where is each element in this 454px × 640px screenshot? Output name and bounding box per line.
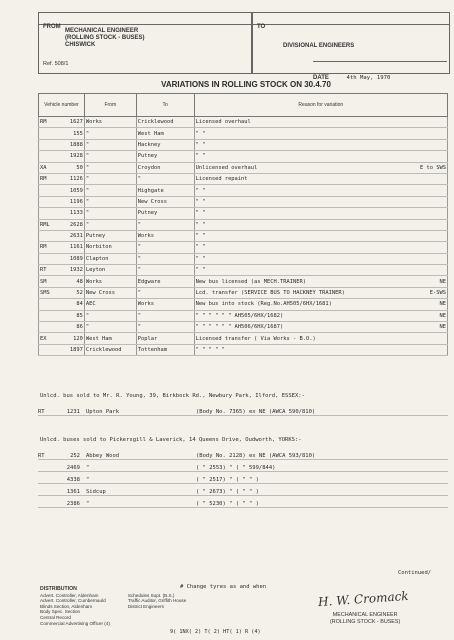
reason-text: " " xyxy=(195,141,206,148)
vehicle-number-cell xyxy=(39,185,85,196)
vehicle-number-cell xyxy=(39,253,85,264)
sale-from: Upton Park xyxy=(86,409,120,415)
vehicle-class: RT xyxy=(40,267,47,274)
vehicle-number: 1888 xyxy=(69,141,83,148)
sale-item xyxy=(38,409,448,416)
table-row xyxy=(39,287,448,298)
ref-number: Ref. 508/1 xyxy=(43,61,69,67)
table-row xyxy=(39,333,448,344)
vehicle-number-cell xyxy=(39,322,85,333)
vehicle-number: 120 xyxy=(73,335,83,342)
to-cell: Highgate xyxy=(136,185,194,196)
reason-cell xyxy=(194,344,447,355)
reason-cell xyxy=(194,117,447,128)
from-cell: AEC xyxy=(84,299,136,310)
reason-extra: NE xyxy=(439,312,446,319)
from-cell: " xyxy=(84,208,136,219)
to-recipient: DIVISIONAL ENGINEERS xyxy=(283,43,355,49)
from-cell: West Ham xyxy=(84,333,136,344)
from-cell: Leyton xyxy=(84,265,136,276)
vehicle-number: 1932 xyxy=(69,267,83,274)
vehicle-number-cell xyxy=(39,299,85,310)
from-cell: New Cross xyxy=(84,287,136,298)
table-row xyxy=(39,344,448,355)
distribution-entry: Body Spec. Section xyxy=(40,609,81,615)
reason-cell xyxy=(194,265,447,276)
column-header-reason: Reason for variation xyxy=(194,94,447,117)
sale-vehicle-number: 1231 xyxy=(66,409,80,415)
reason-text: " " xyxy=(195,244,206,251)
table-row xyxy=(39,128,448,139)
vehicle-number: 1196 xyxy=(69,198,83,205)
vehicle-number-cell xyxy=(39,173,85,184)
sale-detail: (Body No. 7365) ex NE (AWCA 590/810) xyxy=(196,409,316,415)
distribution-entry: Central Record xyxy=(40,614,71,620)
distribution-entry: Advert. Controller, Aldenham xyxy=(40,592,99,598)
vehicle-number-cell xyxy=(39,265,85,276)
date-value: 4th May, 1970 xyxy=(346,75,391,81)
distribution-entry: Blinds Section, Aldenham xyxy=(40,603,93,609)
vehicle-number: 2631 xyxy=(69,233,83,240)
reason-cell xyxy=(194,185,447,196)
vehicle-number: 2628 xyxy=(69,221,83,228)
reason-cell xyxy=(194,151,447,162)
vehicle-number: 84 xyxy=(76,301,83,308)
table-row xyxy=(39,151,448,162)
distribution-heading: DISTRIBUTION xyxy=(40,586,77,592)
vehicle-number: 50 xyxy=(76,164,83,171)
vehicle-number-cell xyxy=(39,333,85,344)
vehicle-number: 48 xyxy=(76,278,83,285)
reason-text: Licensed overhaul xyxy=(195,119,251,126)
signature: H. W. Cromack xyxy=(317,588,410,610)
to-label: TO xyxy=(257,24,266,30)
column-header-from: From xyxy=(84,94,136,117)
reason-cell xyxy=(194,287,447,298)
from-cell: " xyxy=(84,128,136,139)
from-cell: Norbiton xyxy=(84,242,136,253)
reason-text: Licensed repaint xyxy=(195,176,248,183)
reason-cell xyxy=(194,253,447,264)
reason-text: New bus licensed (as MECH.TRAINER) xyxy=(195,278,306,285)
reason-text: " " xyxy=(195,210,206,217)
sale-detail: ( " 5230) " ( " " ) xyxy=(196,501,259,507)
vehicle-number: 86 xyxy=(76,324,83,331)
from-cell: Cricklewood xyxy=(84,344,136,355)
vehicle-number-cell xyxy=(39,151,85,162)
stamp-line-2: (ROLLING STOCK - BUSES) xyxy=(330,619,401,625)
table-row xyxy=(39,219,448,230)
sale-vehicle-number: 2469 xyxy=(66,465,80,471)
from-cell: " xyxy=(84,162,136,173)
table-row xyxy=(39,230,448,241)
reason-text: " " xyxy=(195,198,206,205)
sale-from: Abbey Wood xyxy=(86,453,120,459)
vehicle-class: XA xyxy=(40,164,47,171)
to-cell: West Ham xyxy=(136,128,194,139)
from-cell: " xyxy=(84,196,136,207)
to-cell: Cricklewood xyxy=(136,117,194,128)
from-line-2: (ROLLING STOCK - BUSES) xyxy=(65,35,145,41)
reason-cell xyxy=(194,139,447,150)
reason-text: " " xyxy=(195,130,206,137)
sale-detail: ( " 2517) " ( " " ) xyxy=(196,477,259,483)
vehicle-number-cell xyxy=(39,139,85,150)
table-row xyxy=(39,253,448,264)
sale-detail: (Body No. 2128) ex NE (AWCA 593/810) xyxy=(196,453,316,459)
from-line-3: CHISWICK xyxy=(65,42,96,48)
reason-cell xyxy=(194,219,447,230)
vehicle-class: SMS xyxy=(40,290,50,297)
table-row xyxy=(39,162,448,173)
to-cell: " xyxy=(136,242,194,253)
sale-heading: Unlcd. buses sold to Pickersgill & Laverick, 14 Queens Drive, Oudworth, YORKS:- xyxy=(40,437,302,443)
to-box xyxy=(252,12,450,81)
stamp-line-1: MECHANICAL ENGINEER xyxy=(332,612,398,618)
distribution-entry: Traffic Auditor, Griffith House xyxy=(127,598,187,604)
reason-text: " " xyxy=(195,255,206,262)
vehicle-class: RML xyxy=(40,221,50,228)
table-row xyxy=(39,208,448,219)
reason-cell xyxy=(194,242,447,253)
vehicle-number-cell xyxy=(39,344,85,355)
vehicle-number-cell xyxy=(39,208,85,219)
reason-text: " " xyxy=(195,233,206,240)
vehicle-number: 1126 xyxy=(69,176,83,183)
sale-item xyxy=(38,465,448,472)
sale-from: " xyxy=(86,501,90,507)
from-line-1: MECHANICAL ENGINEER xyxy=(65,28,139,34)
to-cell: New Cross xyxy=(136,196,194,207)
vehicle-class: RM xyxy=(40,119,47,126)
sale-item xyxy=(38,477,448,484)
from-label: FROM xyxy=(43,24,61,30)
column-header-to: To xyxy=(136,94,194,117)
to-cell: Edgware xyxy=(136,276,194,287)
vehicle-number: 1627 xyxy=(69,119,83,126)
vehicle-number: 85 xyxy=(76,312,83,319)
sale-detail: ( " 2673) " ( " " ) xyxy=(196,489,259,495)
vehicle-number-cell xyxy=(39,276,85,287)
vehicle-number: 1133 xyxy=(69,210,83,217)
reason-text: Unlicensed overhaul xyxy=(195,164,258,171)
to-cell: " xyxy=(136,310,194,321)
reason-extra: NE xyxy=(439,278,446,285)
reason-cell xyxy=(194,299,447,310)
date-label: DATE xyxy=(313,75,329,81)
to-cell: Hackney xyxy=(136,139,194,150)
reason-cell xyxy=(194,128,447,139)
to-cell: Croydon xyxy=(136,162,194,173)
vehicle-class: SM xyxy=(40,278,47,285)
sale-from: Sidcup xyxy=(86,489,106,495)
from-cell: " xyxy=(84,322,136,333)
table-row xyxy=(39,242,448,253)
vehicle-number-cell xyxy=(39,287,85,298)
to-cell: " xyxy=(136,322,194,333)
vehicle-number: 155 xyxy=(73,130,83,137)
table-row xyxy=(39,139,448,150)
to-cell: " xyxy=(136,173,194,184)
sale-heading: Unlcd. bus sold to Mr. R. Young, 39, Birkbock Rd., Newbury Park, Ilford, ESSEX:- xyxy=(40,393,305,399)
from-cell: Putney xyxy=(84,230,136,241)
reason-text: " " xyxy=(195,221,206,228)
reason-extra: NE xyxy=(439,324,446,331)
table-row xyxy=(39,265,448,276)
vehicle-class: EX xyxy=(40,335,47,342)
reason-cell xyxy=(194,230,447,241)
sale-vehicle-number: 2386 xyxy=(66,501,80,507)
column-header-vehicle: Vehicle number xyxy=(39,94,85,117)
sale-detail: ( " 2553) " ( " 599/844) xyxy=(196,465,276,471)
sale-item xyxy=(38,453,448,460)
table-header-row xyxy=(39,94,448,117)
sale-from: " xyxy=(86,465,90,471)
vehicle-number: 1089 xyxy=(69,255,83,262)
distribution-column-2 xyxy=(128,593,186,627)
table-row xyxy=(39,310,448,321)
to-cell: Putney xyxy=(136,151,194,162)
to-cell: Putney xyxy=(136,208,194,219)
to-cell: " xyxy=(136,219,194,230)
reason-extra: E-SWS xyxy=(429,290,446,297)
reason-cell xyxy=(194,173,447,184)
table-row xyxy=(39,173,448,184)
sale-vehicle-number: 1361 xyxy=(66,489,80,495)
tyre-footnote: # Change tyres as and when xyxy=(180,584,267,590)
sale-vehicle-class: RT xyxy=(38,453,45,459)
distribution-entry: Schedules Supt. (B.S.) xyxy=(127,592,175,598)
sale-from: " xyxy=(86,477,90,483)
reason-cell xyxy=(194,310,447,321)
to-cell: " xyxy=(136,253,194,264)
vehicle-number-cell xyxy=(39,242,85,253)
distribution-entry: Commercial Advertising Officer (4) xyxy=(40,620,110,626)
vehicle-class: RM xyxy=(40,176,47,183)
vehicle-class: RM xyxy=(40,244,47,251)
table-row xyxy=(39,276,448,287)
to-cell: Works xyxy=(136,299,194,310)
reason-text: " " xyxy=(195,153,206,160)
reason-text: " " " " " xyxy=(195,347,225,353)
reason-cell xyxy=(194,322,447,333)
page-title: VARIATIONS IN ROLLING STOCK ON 30.4.70 xyxy=(161,80,331,89)
vehicle-number-cell xyxy=(39,230,85,241)
from-cell: " xyxy=(84,310,136,321)
to-cell: Tottenham xyxy=(136,344,194,355)
sale-vehicle-class: RT xyxy=(38,409,45,415)
from-cell: " xyxy=(84,185,136,196)
vehicle-number: 1161 xyxy=(69,244,83,251)
table-body xyxy=(39,117,448,356)
reason-cell xyxy=(194,333,447,344)
vehicle-number: 1059 xyxy=(69,187,83,194)
distribution-entry: Advert. Controller, Cumbernauld xyxy=(40,598,106,604)
to-cell: Works xyxy=(136,230,194,241)
from-cell: " xyxy=(84,151,136,162)
vehicle-number-cell xyxy=(39,310,85,321)
reason-text: " " xyxy=(195,267,206,274)
vehicle-number-cell xyxy=(39,162,85,173)
from-cell: " xyxy=(84,173,136,184)
from-box xyxy=(38,12,252,74)
vehicle-number-cell xyxy=(39,219,85,230)
reason-extra: E to SWS xyxy=(420,164,446,171)
to-cell: " xyxy=(136,287,194,298)
table-row xyxy=(39,322,448,333)
sale-item xyxy=(38,489,448,496)
sale-vehicle-number: 252 xyxy=(70,453,80,459)
reason-text: Lcd. transfer (SERVICE BUS TO HACKNEY TRAINER) xyxy=(195,290,345,297)
sale-item xyxy=(38,501,448,508)
reason-cell xyxy=(194,276,447,287)
reason-cell xyxy=(194,196,447,207)
distribution-list xyxy=(40,587,186,626)
distribution-tally: 9( 1NX( 2) T( 2) HT( 1) R (4) xyxy=(170,629,261,635)
from-cell: Works xyxy=(84,117,136,128)
to-cell: Poplar xyxy=(136,333,194,344)
variations-table xyxy=(38,93,448,356)
distribution-entry: District Engineers xyxy=(127,603,164,609)
vehicle-number: 1897 xyxy=(69,347,83,353)
from-cell: " xyxy=(84,139,136,150)
reason-text: " " " " " " AH505/6HX/1682) xyxy=(195,312,284,319)
reason-text: Licensed transfer ( Via Works - B.O.) xyxy=(195,335,316,342)
reason-text: " " xyxy=(195,187,206,194)
distribution-column-1 xyxy=(40,593,110,627)
vehicle-number: 52 xyxy=(76,290,83,297)
to-cell: " xyxy=(136,265,194,276)
reason-extra: NE xyxy=(439,301,446,308)
vehicle-number-cell xyxy=(39,128,85,139)
vehicle-number-cell xyxy=(39,196,85,207)
vehicle-number: 1928 xyxy=(69,153,83,160)
continued-label: Continued/ xyxy=(398,570,432,576)
table-row xyxy=(39,196,448,207)
table-row xyxy=(39,299,448,310)
reason-text: " " " " " " AH506/6HX/1687) xyxy=(195,324,284,331)
table-row xyxy=(39,185,448,196)
from-cell: Clapton xyxy=(84,253,136,264)
sale-vehicle-number: 4338 xyxy=(66,477,80,483)
reason-cell xyxy=(194,162,447,173)
signatory-stamp xyxy=(330,612,400,626)
table-row xyxy=(39,117,448,128)
from-cell: Works xyxy=(84,276,136,287)
from-cell: " xyxy=(84,219,136,230)
reason-cell xyxy=(194,208,447,219)
reason-text: New bus into stock (Reg.No.AH505/6HX/1681) xyxy=(195,301,332,308)
vehicle-number-cell xyxy=(39,117,85,128)
